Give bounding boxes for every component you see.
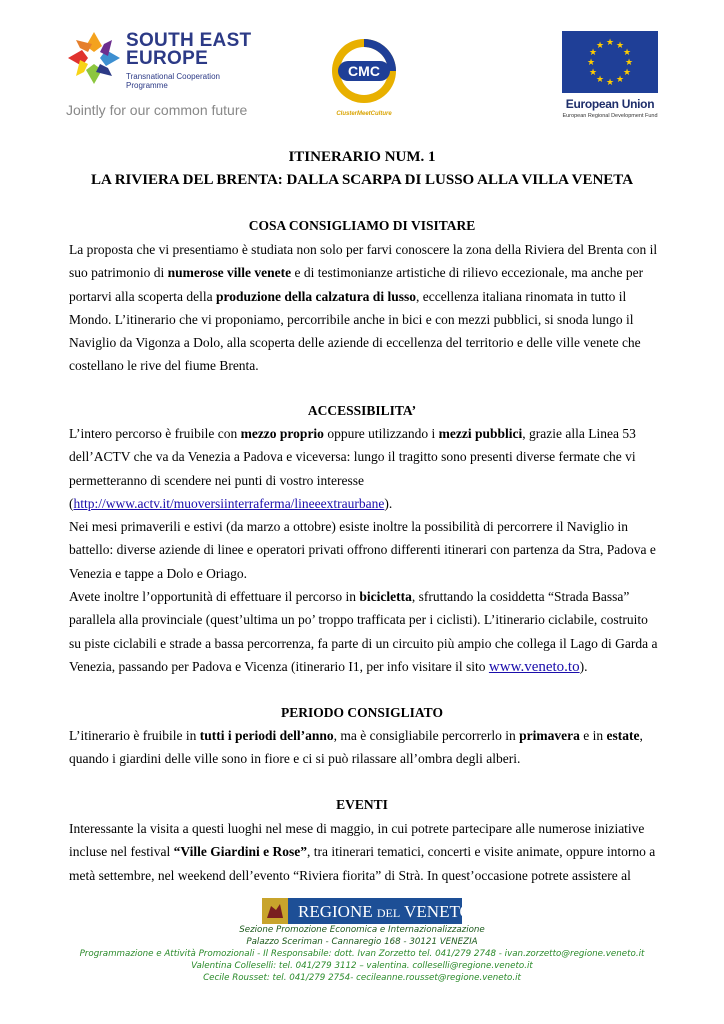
section-heading-periodo: PERIODO CONSIGLIATO [281, 705, 443, 720]
svg-text:★: ★ [622, 48, 632, 58]
paragraph-battello: Nei mesi primaverili e estivi (da marzo a ottobre) esiste inoltre la possibilità di percorrere il Naviglio in battello: diverse aziende di linee e operatori privati offrono differenti itinerari con partenza da Stra, Padova e Venezia e tappe a Dolo e Oriago. [69, 519, 656, 581]
itinerary-number: ITINERARIO NUM. 1 [288, 149, 436, 165]
text: , sfruttando la cosiddetta “Strada Bassa” parallela alla provinciale (quest’ultima un po’ troppo trafficata per i ciclisti). L’itinerario ciclabile, costruito su piste ciclabili e strade a bassa percorrenza, fa parte di un circuito più ampio che collega il Lago di Garda a Venezia, passando per Padova e Vicenza (itinerario I1, per info visitare il sito [69, 589, 658, 674]
bold-text: “Ville Giardini e Rose” [173, 844, 307, 860]
bold-text: tutti i periodi dell’anno [199, 728, 334, 743]
paragraph-periodo [69, 724, 661, 771]
see-subtitle: Transnational Cooperation Programme [126, 72, 220, 90]
logo-word-del: DEL [376, 906, 401, 920]
eu-name: European Union [565, 97, 655, 111]
paragraph-eventi [69, 817, 661, 887]
footer-line-1: Sezione Promozione Economica e Internazionalizzazione [239, 925, 485, 935]
text: oppure utilizzando i [323, 426, 439, 441]
svg-text:★: ★ [586, 58, 596, 68]
text: e di testimonianze artistiche di rilievo eccezionale, ma anche per portarvi alla scoperta della [69, 265, 644, 304]
text: , grazie alla Linea 53 dell’ACTV che va da Venezia a Padova e viceversa: lungo il tragitto sono presenti diverse fermate che vi permetteranno di scendere nei punti di vostro interesse ( [69, 426, 636, 511]
section-heading-eventi: EVENTI [336, 797, 388, 812]
text: La proposta che vi presentiamo è studiata non solo per farvi conoscere la zona della Riviera del Brenta con il suo patrimonio di [69, 242, 658, 281]
text: ). [579, 658, 588, 674]
footer-contacts [0, 924, 724, 984]
cmc-caption: ClusterMeetCulture [336, 111, 392, 117]
cmc-logo [328, 35, 400, 121]
bold-text: numerose ville venete [167, 265, 292, 281]
veneto-link[interactable]: www.veneto.to [488, 658, 580, 675]
bold-text: mezzi pubblici [438, 426, 523, 441]
svg-text:★: ★ [624, 58, 634, 68]
svg-text:★: ★ [595, 75, 605, 85]
text: L’intero percorso è fruibile con [69, 426, 241, 441]
see-title-line1: SOUTH EAST [126, 30, 252, 51]
footer-line-2: Palazzo Sceriman - Cannaregio 168 - 30121 VENEZIA [246, 937, 478, 947]
text: ). [384, 495, 393, 511]
svg-text:★: ★ [588, 68, 598, 78]
section-heading-visitare: COSA CONSIGLIAMO DI VISITARE [248, 218, 476, 233]
footer-line-5: Cecile Rousset: tel. 041/279 2754- cecileanne.rousset@regione.veneto.it [203, 973, 521, 983]
logo-word-regione: REGIONE [298, 902, 373, 921]
actv-link[interactable]: http://www.actv.it/muoversiinterraferma/lineeextraurbane [73, 495, 385, 511]
footer-line-4: Valentina Colleselli: tel. 041/279 3112 – valentina. colleselli@regione.veneto.it [191, 961, 533, 971]
south-east-europe-logo [66, 28, 256, 128]
svg-text:★: ★ [605, 38, 615, 48]
see-title [126, 32, 251, 68]
see-tagline: Jointly for our common future [66, 102, 248, 118]
text: , tra itinerari tematici, concerti e visite animate, oppure intorno a metà settembre, nel weekend dell’evento “Riviera fiorita” di Strà. In quest’occasione potrete assistere al [69, 844, 656, 883]
text: L’itinerario è fruibile in [69, 728, 200, 743]
svg-text:★: ★ [595, 41, 605, 51]
text: , quando i giardini delle ville sono in fiore e ci si può rilassare all’ombra degli alberi. [69, 728, 643, 767]
see-flower-icon [66, 30, 122, 86]
see-title-line2: EUROPE [126, 48, 209, 69]
bold-text: bicicletta [359, 589, 412, 605]
section-heading-accessibilita: ACCESSIBILITA’ [307, 403, 417, 418]
paragraph-visitare [69, 238, 661, 378]
bold-text: mezzo proprio [240, 426, 324, 441]
svg-text:★: ★ [605, 78, 615, 88]
bold-text: estate [606, 728, 640, 743]
footer-line-3: Programmazione e Attività Promozionali - Il Responsabile: dott. Ivan Zorzetto tel. 041/279 2748 - ivan.zorzetto@regione.veneto.it [79, 949, 645, 959]
svg-text:★: ★ [588, 48, 598, 58]
paragraph-accessibilita [69, 422, 661, 679]
text: , eccellenza italiana rinomata in tutto il Mondo. L’itinerario che vi proponiamo, percorribile anche in bici e con mezzi pubblici, si snoda lungo il Naviglio da Vigonza a Dolo, alla scoperta delle aziende di eccellenza del territorio e delle ville venete che costellano le rive del fiume Brenta. [69, 288, 641, 374]
logo-word-veneto: VENETO [404, 902, 472, 921]
bold-text: primavera [519, 728, 580, 743]
text: e in [579, 728, 607, 743]
itinerary-title: LA RIVIERA DEL BRENTA: DALLA SCARPA DI LUSSO ALLA VILLA VENETA [90, 172, 634, 188]
bold-text: produzione della calzatura di lusso [215, 288, 416, 304]
svg-text:★: ★ [615, 75, 625, 85]
cmc-emblem-icon [330, 35, 398, 109]
text: Interessante la visita a questi luoghi nel mese di maggio, in cui potrete partecipare alle numerose iniziative incluse nel festival [69, 821, 645, 860]
eu-fund: European Regional Development Fund [562, 113, 658, 119]
regione-veneto-logo [262, 898, 472, 924]
european-union-logo [562, 31, 658, 127]
svg-text:★: ★ [622, 68, 632, 78]
svg-text:★: ★ [615, 41, 625, 51]
text: Avete inoltre l’opportunità di effettuare il percorso in [69, 589, 360, 605]
cmc-mark-text: CMC [348, 63, 380, 79]
eu-flag-icon [562, 31, 658, 93]
text: , ma è consigliabile percorrerlo in [333, 728, 520, 743]
